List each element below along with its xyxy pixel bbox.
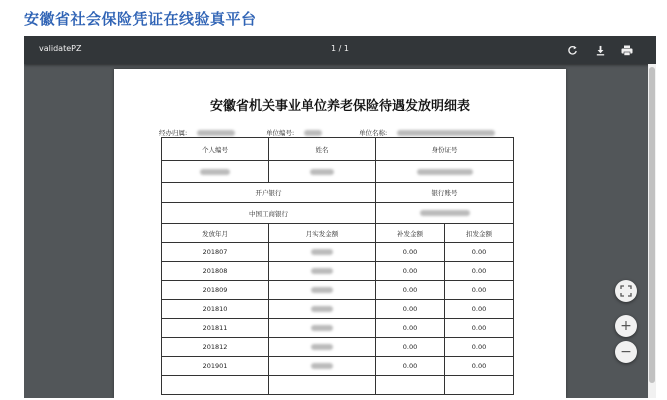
pay-month-cell: 201808 [162,262,269,281]
pdf-viewer [24,36,656,398]
redacted-unit-code [304,130,322,136]
pay-month-cell: 201807 [162,243,269,262]
header-id-card: 身份证号 [376,138,514,161]
document-page [114,69,566,398]
meta-unit-name [359,128,495,137]
deduction-cell: 0.00 [445,243,514,262]
redacted-cell [269,357,376,376]
header-personal-id: 个人编号 [162,138,269,161]
deduction-cell: 0.00 [445,262,514,281]
redacted-cell [376,161,514,183]
supplement-cell: 0.00 [376,338,445,357]
supplement-cell: 0.00 [376,281,445,300]
redacted-cell [269,243,376,262]
table-row [162,319,514,338]
redacted-cell [269,338,376,357]
bank-name-cell: 中国工商银行 [162,203,376,224]
pay-month-cell: 201810 [162,300,269,319]
table-row [162,281,514,300]
table-row [162,338,514,357]
document-title: 安徽省机关事业单位养老保险待遇发放明细表 [209,99,470,114]
meta-unit-name-label: 单位名称: [359,129,388,137]
document-filename: validatePZ [39,44,82,53]
table-row [162,262,514,281]
zoom-out-button[interactable] [615,341,637,363]
table-row [162,376,514,395]
meta-agency-label: 经办归属: [159,129,188,137]
deduction-cell: 0.00 [445,281,514,300]
table-row [162,203,514,224]
deduction-cell: 0.00 [445,300,514,319]
page-indicator: 1 / 1 [331,44,349,53]
redacted-cell [269,281,376,300]
redacted-cell [162,161,269,183]
fit-page-icon [620,285,632,297]
scrollbar-thumb[interactable] [649,67,655,383]
table-row [162,357,514,376]
header-pay-month: 发放年月 [162,224,269,243]
header-bank: 开户银行 [162,183,376,203]
redacted-cell [376,203,514,224]
deduction-cell: 0.00 [445,319,514,338]
meta-unit-code-label: 单位编号: [266,129,295,137]
redacted-agency [197,130,235,136]
header-monthly-amount: 月实发金额 [269,224,376,243]
zoom-out-icon: − [620,344,632,360]
redacted-cell [269,300,376,319]
redacted-cell [269,161,376,183]
zoom-in-button[interactable] [615,315,637,337]
supplement-cell: 0.00 [376,357,445,376]
payment-detail-table [161,137,514,395]
supplement-cell: 0.00 [376,262,445,281]
table-header-row [162,224,514,243]
header-deduction: 扣发金额 [445,224,514,243]
meta-unit-code [266,128,322,137]
table-header-row [162,183,514,203]
table-header-row [162,138,514,161]
pay-month-cell: 201809 [162,281,269,300]
table-row [162,161,514,183]
pdf-toolbar [24,36,656,64]
site-title: 安徽省社会保险凭证在线验真平台 [24,10,257,28]
header-name: 姓名 [269,138,376,161]
supplement-cell: 0.00 [376,243,445,262]
supplement-cell: 0.00 [376,300,445,319]
redacted-cell [269,319,376,338]
zoom-in-icon: + [620,318,632,334]
download-icon[interactable] [592,42,608,58]
meta-agency [159,128,235,137]
header-supplement: 补发金额 [376,224,445,243]
deduction-cell: 0.00 [445,338,514,357]
redacted-cell [269,262,376,281]
deduction-cell: 0.00 [445,357,514,376]
header-account: 银行账号 [376,183,514,203]
table-row [162,300,514,319]
redacted-unit-name [397,130,495,136]
print-icon[interactable] [619,42,635,58]
pay-month-cell: 201811 [162,319,269,338]
fit-page-button[interactable] [615,280,637,302]
table-row [162,243,514,262]
rotate-icon[interactable] [564,42,580,58]
pay-month-cell: 201901 [162,357,269,376]
supplement-cell: 0.00 [376,319,445,338]
pay-month-cell: 201812 [162,338,269,357]
